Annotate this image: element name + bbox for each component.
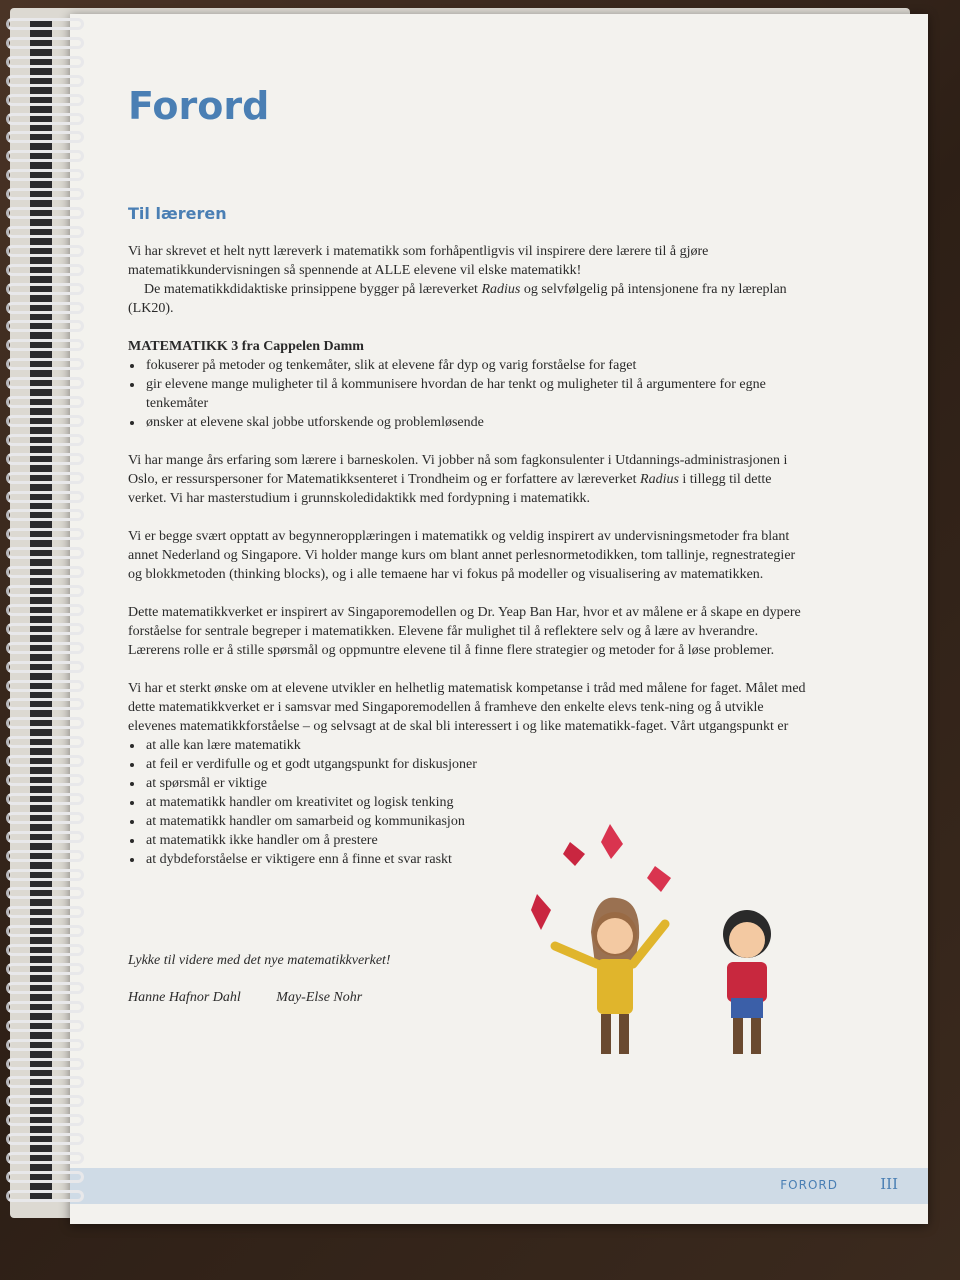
authors bbox=[128, 990, 394, 1006]
coil-ring bbox=[6, 113, 84, 125]
inspiration-paragraph: Vi er begge svært opptatt av begynneropplæringen i matematikk og veldig inspirert av undervisningsmetoder fra blant annet Nederland og Singapore. Vi holder mange kurs om blant annet perlesnormetodikken, tom tallinje, regnestrategier og blokkmetoden (thinking blocks), og i alle temaene har vi fokus på modeller og visualisering av matematikken. bbox=[128, 529, 796, 582]
section-heading: Til læreren bbox=[128, 204, 227, 223]
coil-ring bbox=[6, 56, 84, 68]
coil-ring bbox=[6, 793, 84, 805]
spiral-binding bbox=[6, 18, 96, 1218]
book-heading: MATEMATIKK 3 fra Cappelen Damm bbox=[128, 339, 364, 354]
coil-ring bbox=[6, 245, 84, 257]
coil-ring bbox=[6, 887, 84, 899]
coil-ring bbox=[6, 755, 84, 767]
list-item: • at feil er verdifulle og et godt utgangspunkt for diskusjoner bbox=[144, 755, 808, 774]
coil-ring bbox=[6, 1171, 84, 1183]
coil-ring bbox=[6, 963, 84, 975]
gem-icon bbox=[563, 842, 585, 866]
juggling-children-illustration bbox=[525, 814, 825, 1074]
singapore-paragraph: Dette matematikkverket er inspirert av Singaporemodellen og Dr. Yeap Ban Har, hvor et av målene er å skape en dypere forståelse for sentrale begreper i matematikken. Elevene får mulighet til å reflektere selv og å lære av hverandre. Lærerens rolle er å stille spørsmål og oppmuntre elevene til å finne flere strategier og metoder for å løse problemer. bbox=[128, 605, 801, 658]
girl-body-icon bbox=[597, 959, 633, 1014]
list-item: • at matematikk ikke handler om å prestere bbox=[144, 831, 808, 850]
coil-ring bbox=[6, 1020, 84, 1032]
coil-ring bbox=[6, 1190, 84, 1202]
page-number: III bbox=[880, 1175, 898, 1193]
list-item: • at alle kan lære matematikk bbox=[144, 736, 808, 755]
coil-ring bbox=[6, 566, 84, 578]
list-item: • at dybdeforståelse er viktigere enn å finne et svar raskt bbox=[144, 850, 808, 869]
coil-ring bbox=[6, 680, 84, 692]
coil-ring bbox=[6, 1076, 84, 1088]
coil-ring bbox=[6, 869, 84, 881]
book-bullet-list bbox=[128, 356, 808, 432]
coil-ring bbox=[6, 661, 84, 673]
coil-ring bbox=[6, 642, 84, 654]
coil-ring bbox=[6, 982, 84, 994]
gem-icon bbox=[647, 866, 671, 892]
footer-band bbox=[70, 1168, 928, 1204]
experience-italic: Radius bbox=[640, 472, 679, 487]
coil-ring bbox=[6, 509, 84, 521]
coil-ring bbox=[6, 491, 84, 503]
list-item: • at matematikk handler om kreativitet og logisk tenking bbox=[144, 793, 808, 812]
coil-ring bbox=[6, 169, 84, 181]
coil-ring bbox=[6, 264, 84, 276]
coil-ring bbox=[6, 377, 84, 389]
coil-ring bbox=[6, 94, 84, 106]
author-name: May-Else Nohr bbox=[276, 990, 363, 1005]
coil-ring bbox=[6, 774, 84, 786]
coil-ring bbox=[6, 131, 84, 143]
coil-ring bbox=[6, 283, 84, 295]
coil-ring bbox=[6, 358, 84, 370]
coil-ring bbox=[6, 396, 84, 408]
coil-ring bbox=[6, 717, 84, 729]
coil-ring bbox=[6, 150, 84, 162]
coil-ring bbox=[6, 75, 84, 87]
coil-ring bbox=[6, 1114, 84, 1126]
coil-ring bbox=[6, 831, 84, 843]
coil-ring bbox=[6, 188, 84, 200]
coil-ring bbox=[6, 302, 84, 314]
coil-ring bbox=[6, 944, 84, 956]
coil-ring bbox=[6, 472, 84, 484]
coil-ring bbox=[6, 339, 84, 351]
coil-ring bbox=[6, 925, 84, 937]
gem-icon bbox=[601, 824, 623, 859]
coil-ring bbox=[6, 1058, 84, 1070]
coil-ring bbox=[6, 320, 84, 332]
list-item: • ønsker at elevene skal jobbe utforskende og problemløsende bbox=[144, 413, 808, 432]
coil-ring bbox=[6, 547, 84, 559]
coil-ring bbox=[6, 604, 84, 616]
coil-ring bbox=[6, 434, 84, 446]
intro-2-text-end: og selvfølgelig på intensjonene fra ny læreplan (LK20). bbox=[128, 282, 787, 316]
footer-label: FORORD bbox=[780, 1178, 838, 1192]
coil-ring bbox=[6, 698, 84, 710]
coil-ring bbox=[6, 1095, 84, 1107]
experience-text: Vi har mange års erfaring som lærere i barneskolen. Vi jobber nå som fagkonsulenter i Utdannings-administrasjonen i Oslo, er ressurspersoner for Matematikksenteret i Trondheim og er forfattere av læreverket bbox=[128, 453, 788, 487]
coil-ring bbox=[6, 812, 84, 824]
coil-ring bbox=[6, 1133, 84, 1145]
coil-ring bbox=[6, 736, 84, 748]
experience-text-end: i tillegg til dette verket. Vi har masterstudium i grunnskoledidaktikk med fordypning i matematikk. bbox=[128, 472, 772, 506]
closing-line: Lykke til videre med det nye matematikkverket! bbox=[128, 953, 391, 968]
list-item: • fokuserer på metoder og tenkemåter, slik at elevene får dyp og varig forståelse for faget bbox=[144, 356, 808, 375]
coil-ring bbox=[6, 207, 84, 219]
coil-ring bbox=[6, 850, 84, 862]
coil-ring bbox=[6, 1001, 84, 1013]
page-title: Forord bbox=[128, 84, 270, 128]
coil-ring bbox=[6, 528, 84, 540]
page-body bbox=[128, 242, 808, 888]
list-item: • at spørsmål er viktige bbox=[144, 774, 808, 793]
author-name: Hanne Hafnor Dahl bbox=[128, 990, 241, 1005]
intro-2-text: De matematikkdidaktiske prinsippene bygger på læreverket bbox=[144, 282, 482, 297]
goal-paragraph: Vi har et sterkt ønske om at elevene utvikler en helhetlig matematisk kompetanse i tråd med målene for faget. Målet med dette matematikkverket er i samsvar med Singaporemodellen å framheve den enkelte elevs tenk-ning og å utvikle elevenes matematikkforståelse – og selvsagt at de skal bli interessert i og like matematikk-faget. Vårt utgangspunkt er bbox=[128, 681, 806, 734]
boy-body-icon bbox=[727, 962, 767, 1002]
coil-ring bbox=[6, 453, 84, 465]
list-item: • at matematikk handler om samarbeid og kommunikasjon bbox=[144, 812, 808, 831]
coil-ring bbox=[6, 906, 84, 918]
intro-paragraph: Vi har skrevet et helt nytt læreverk i matematikk som forhåpentligvis vil inspirere dere lærere til å gjøre matematikkundervisningen så spennende at ALLE elevene vil elske matematikk! bbox=[128, 244, 709, 278]
coil-ring bbox=[6, 37, 84, 49]
gem-icon bbox=[531, 894, 551, 930]
coil-ring bbox=[6, 18, 84, 30]
coil-ring bbox=[6, 1152, 84, 1164]
coil-ring bbox=[6, 1039, 84, 1051]
book-page bbox=[70, 14, 928, 1224]
coil-ring bbox=[6, 585, 84, 597]
experience-paragraph bbox=[128, 451, 808, 508]
list-item: • gir elevene mange muligheter til å kommunisere hvordan de har tenkt og muligheter til å argumentere for egne tenkemåter bbox=[144, 375, 808, 413]
coil-ring bbox=[6, 226, 84, 238]
coil-ring bbox=[6, 623, 84, 635]
intro-2-italic: Radius bbox=[481, 282, 521, 297]
coil-ring bbox=[6, 415, 84, 427]
intro-paragraph-2 bbox=[128, 280, 808, 318]
